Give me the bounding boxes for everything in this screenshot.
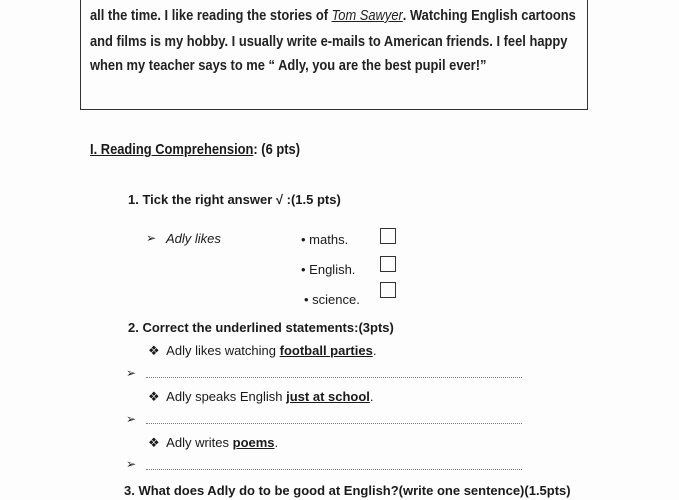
question-1-prompt: 1. Tick the right answer √ :(1.5 pts) [128, 192, 341, 207]
option-english-label: English. [309, 262, 356, 277]
checkbox-science[interactable] [380, 282, 396, 298]
checkbox-maths[interactable] [380, 228, 396, 244]
statement-3-underlined: poems [232, 435, 275, 450]
statement-1-underlined: football parties [279, 343, 373, 358]
statement-3 [148, 435, 278, 451]
statement-2-pre: Adly speaks English [166, 389, 287, 404]
option-science: • science. [304, 292, 360, 307]
question-3-prompt: 3. What does Adly do to be good at English?(write one sentence)(1.5pts) [124, 483, 571, 498]
passage-line-2: and films is my hobby. I usually write e-mails to American friends. I feel happy [90, 33, 568, 50]
answer-line-1[interactable] [146, 377, 522, 378]
answer-line-3[interactable] [146, 469, 522, 470]
passage-line-3: when my teacher says to me “ Adly, you are the best pupil ever!” [90, 57, 487, 74]
option-maths: • maths. [301, 232, 349, 247]
answer-arrow-icon: ➢ [126, 457, 137, 471]
section-title-main: I. Reading Comprehension [90, 141, 254, 158]
option-science-label: science. [312, 292, 360, 307]
question-1-stem: Adly likes [166, 231, 221, 246]
statement-2-underlined: just at school [286, 389, 370, 404]
answer-line-2[interactable] [146, 423, 522, 424]
diamond-bullet-icon: ❖ [148, 435, 160, 450]
question-2-prompt: 2. Correct the underlined statements:(3pts) [128, 320, 394, 335]
answer-arrow-icon: ➢ [126, 366, 137, 380]
section-title [90, 141, 300, 158]
arrow-bullet-icon: ➢ [146, 231, 157, 245]
passage-line-1-post: . Watching English cartoons [402, 7, 576, 24]
answer-arrow-icon: ➢ [126, 412, 137, 426]
statement-1 [148, 343, 376, 359]
statement-3-post: . [274, 435, 279, 450]
diamond-bullet-icon: ❖ [148, 343, 160, 358]
statement-1-pre: Adly likes watching [166, 343, 280, 358]
statement-1-post: . [372, 343, 377, 358]
passage-line-1 [90, 7, 576, 24]
passage-line-1-pre: all the time. I like reading the stories of [90, 7, 332, 24]
option-maths-label: maths. [309, 232, 349, 247]
book-title: Tom Sawyer [331, 7, 403, 24]
statement-3-pre: Adly writes [166, 435, 233, 450]
checkbox-english[interactable] [380, 256, 396, 272]
section-title-rest: : (6 pts) [253, 141, 301, 158]
option-english: • English. [301, 262, 356, 277]
diamond-bullet-icon: ❖ [148, 389, 160, 404]
statement-2-post: . [369, 389, 374, 404]
statement-2 [148, 389, 374, 405]
